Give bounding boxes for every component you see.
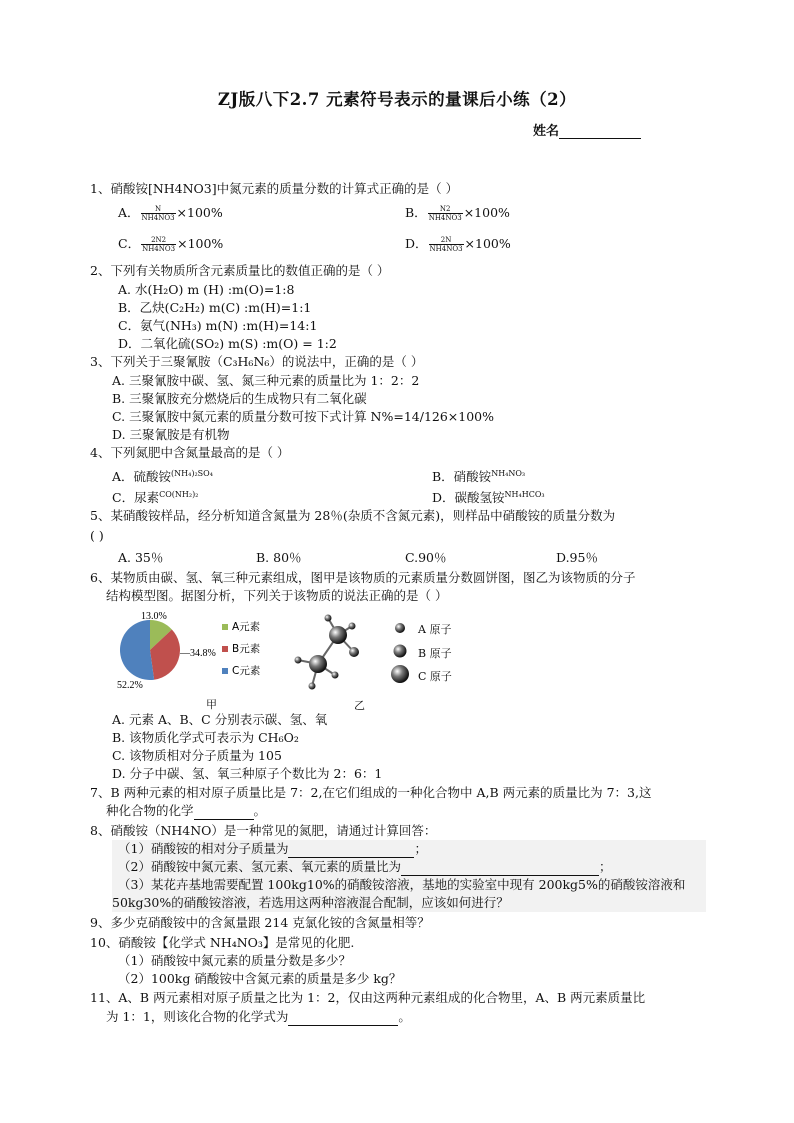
answer-blank[interactable]: [288, 844, 414, 858]
question-6-stem-line2: 结构模型图。据图分析，下列关于该物质的说法正确的是（ ）: [106, 588, 448, 603]
q8-sub2: （2）硝酸铵中氮元素、氢元素、氧元素的质量比为 ；: [118, 859, 612, 874]
q8-sub3-line1: （3）某花卉基地需要配置 100kg10%的硝酸铵溶液，基地的实验室中现有 200kg5%的硝酸铵溶液和: [118, 877, 686, 892]
question-10-stem: 10、硝酸铵【化学式 NH₄NO₃】是常见的化肥.: [90, 935, 355, 950]
atom-b: [332, 672, 339, 679]
q6-option-c: C. 该物质相对分子质量为 105: [112, 748, 282, 763]
q6-option-b: B. 该物质化学式可表示为 CH₆O₂: [112, 730, 299, 745]
answer-blank[interactable]: [401, 862, 599, 876]
legend-swatch: [222, 668, 228, 674]
fraction: $\frac{N}{NH4NO3}$: [141, 205, 175, 222]
q6-option-a: A. 元素 A、B、C 分别表示碳、氢、氧: [112, 712, 328, 727]
q1-option-a: A． $\frac{N}{NH4NO3}$ ×100%: [118, 205, 223, 222]
question-4-stem: 4、下列氮肥中含氮量最高的是（ ）: [90, 445, 290, 460]
legend-swatch: [222, 624, 228, 630]
q4-option-c: C．尿素$^{CO(NH_2)_2}$: [112, 490, 199, 506]
q2-option-b: B．乙炔(C₂H₂) m(C) :m(H)=1:1: [118, 300, 312, 315]
atom-b: [309, 683, 316, 690]
q1-option-b: B． $\frac{N2}{NH4NO3}$ ×100%: [405, 205, 510, 222]
figure-caption-yi: 乙: [354, 699, 365, 712]
question-8-stem: 8、硝酸铵（NH4NO）是一种常见的氮肥，请通过计算回答：: [90, 823, 437, 838]
legend-label: C元素: [232, 665, 261, 677]
q8-sub1: （1）硝酸铵的相对分子质量为 ；: [118, 841, 427, 856]
atom-a: [349, 647, 359, 657]
q6-option-d: D. 分子中碳、氢、氧三种原子个数比为 2：6：1: [112, 766, 383, 781]
q4-option-a: A．硫酸铵$^{(NH_4)_2SO_4}$: [112, 469, 213, 485]
answer-blank[interactable]: [288, 1012, 398, 1026]
atom-c: [329, 626, 347, 644]
page-title: ZJ版八下2.7 元素符号表示的量课后小练（2）: [217, 90, 577, 109]
name-label: 姓名: [533, 124, 560, 139]
question-11-line2: 为 1：1，则该化合物的化学式为 。: [106, 1009, 411, 1024]
q1-option-c: C． $\frac{2N2}{NH4NO3}$ ×100%: [118, 236, 224, 253]
atom-legend-b: B 原子: [418, 647, 452, 660]
fraction: $\frac{2N2}{NH4NO3}$: [142, 236, 176, 253]
pie-data-label: 13.0%: [141, 611, 167, 622]
q5-option-d: D.95％: [556, 550, 598, 565]
q10-sub1: （1）硝酸铵中氮元素的质量分数是多少？: [118, 953, 351, 968]
atom-b: [325, 615, 332, 622]
atom-c: [309, 655, 327, 673]
answer-blank[interactable]: [194, 806, 254, 820]
q5-option-a: A. 35％: [118, 550, 164, 565]
q1-option-d: D． $\frac{2N}{NH4NO3}$ ×100%: [405, 236, 511, 253]
q5-option-b: B. 80％: [256, 550, 302, 565]
name-field: [533, 120, 641, 139]
pie-chart: [110, 608, 290, 708]
figure-caption-jia: 甲: [206, 698, 217, 711]
fraction: $\frac{N2}{NH4NO3}$: [428, 205, 462, 222]
question-3-stem: 3、下列关于三聚氰胺（C₃H₆N₆）的说法中，正确的是（ ）: [90, 354, 424, 369]
atom-legend-balls: [389, 620, 413, 686]
question-2-stem: 2、下列有关物质所含元素质量比的数值正确的是（ ）: [90, 263, 390, 278]
atom-legend-a: A 原子: [418, 623, 452, 636]
q3-option-a: A. 三聚氰胺中碳、氢、氮三种元素的质量比为 1：2：2: [112, 373, 420, 388]
fraction: $\frac{2N}{NH4NO3}$: [429, 236, 463, 253]
legend-label: A元素: [232, 621, 261, 633]
question-5-stem: 5、某硝酸铵样品，经分析知道含氮量为 28％(杂质不含氮元素)，则样品中硝酸铵的质量分数为: [90, 508, 616, 523]
q8-sub3-line2: 50kg30%的硝酸铵溶液，若选用这两种溶液混合配制，应该如何进行？: [112, 895, 509, 910]
q10-sub2: （2）100kg 硝酸铵中含氮元素的质量是多少 kg？: [118, 971, 402, 986]
q3-option-d: D. 三聚氰胺是有机物: [112, 427, 230, 442]
q5-answer-paren: ( ): [90, 528, 104, 543]
q2-option-c: C．氨气(NH₃) m(N) :m(H)=14:1: [118, 318, 318, 333]
q2-option-d: D．二氧化硫(SO₂) m(S) :m(O) = 1:2: [118, 336, 337, 351]
pie-slice-3: [120, 620, 154, 680]
legend-label: B元素: [232, 643, 261, 655]
pie-data-label: 52.2%: [117, 680, 143, 691]
question-11-line1: 11、A、B 两元素相对原子质量之比为 1：2，仅由这两种元素组成的化合物里，A、B 两元素质量比: [90, 990, 646, 1005]
atom-legend-c: C 原子: [418, 670, 452, 683]
question-9-stem: 9、多少克硝酸铵中的含氮量跟 214 克氯化铵的含氮量相等？: [90, 915, 430, 930]
q3-option-b: B. 三聚氰胺充分燃烧后的生成物只有二氧化碳: [112, 391, 367, 406]
q4-option-b: B．硝酸铵$^{NH_4NO_3}$: [432, 469, 526, 485]
q2-option-a: A. 水(H₂O) m (H) :m(O)=1:8: [118, 282, 295, 297]
question-1-stem: 1、硝酸铵[NH4NO3]中氮元素的质量分数的计算式正确的是（ ）: [90, 181, 459, 196]
q4-option-d: D．碳酸氢铵$^{NH_4HCO_3}$: [432, 490, 545, 506]
atom-b: [295, 657, 302, 664]
q5-option-c: C.90％: [405, 550, 447, 565]
atom-b: [349, 623, 356, 630]
q3-option-c: C. 三聚氰胺中氮元素的质量分数可按下式计算 N%=14/126×100%: [112, 409, 495, 424]
pie-data-label: —34.8%: [180, 648, 216, 659]
molecule-model: [290, 612, 380, 694]
question-6-stem-line1: 6、某物质由碳、氢、氧三种元素组成，图甲是该物质的元素质量分数圆饼图，图乙为该物质的分子: [90, 570, 636, 585]
name-blank[interactable]: [559, 125, 641, 139]
question-7-line2: 种化合物的化学 。: [106, 803, 267, 818]
legend-swatch: [222, 646, 228, 652]
question-7-line1: 7、B 两种元素的相对原子质量比是 7：2,在它们组成的一种化合物中 A,B 两元素的质量比为 7：3,这: [90, 785, 652, 800]
